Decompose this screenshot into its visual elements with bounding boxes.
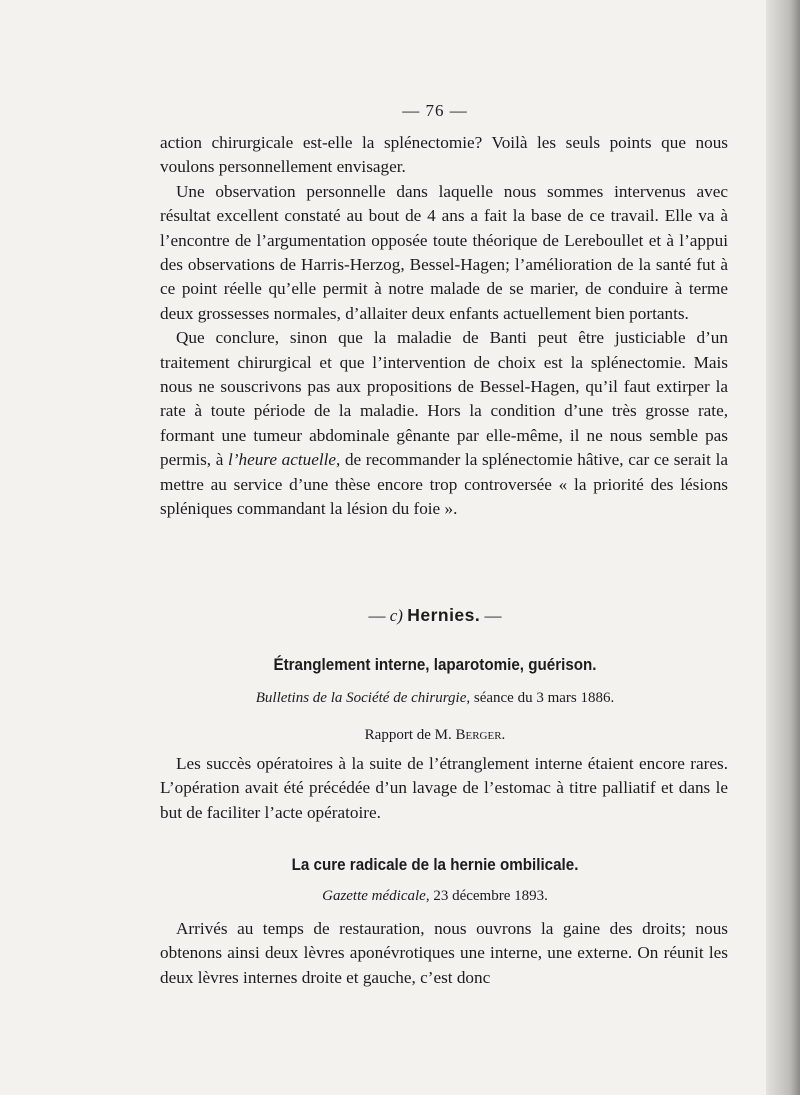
article-title: Étranglement interne, laparotomie, guérison. bbox=[273, 656, 597, 674]
article-source bbox=[0, 888, 800, 905]
source-journal: Gazette médicale bbox=[322, 888, 426, 904]
section-letter: c) bbox=[389, 606, 403, 625]
section-dash: — bbox=[480, 606, 502, 625]
article-source bbox=[0, 690, 800, 707]
section-heading bbox=[0, 605, 800, 626]
body-text-block bbox=[160, 752, 728, 825]
page-edge-shadow bbox=[766, 0, 800, 1095]
paragraph: Les succès opératoires à la suite de l’étranglement interne étaient encore rares. L’opération avait été précédée d’un lavage de l’estomac à titre palliatif et dans le but de faciliter l’acte opératoire. bbox=[160, 754, 728, 822]
body-text-block bbox=[160, 131, 728, 522]
paragraph-text: , de recommander la splénectomie hâtive, car ce serait la mettre au service d’une thèse encore trop controversée « la priorité des lésions spléniques commandant la lésion du foie ». bbox=[160, 450, 728, 519]
source-date: , séance du 3 mars 1886. bbox=[466, 690, 615, 706]
paragraph: Une observation personnelle dans laquelle nous sommes intervenus avec résultat excellent constaté au bout de 4 ans a fait la base de ce travail. Elle va à l’encontre de l’argumentation opposée toute théorique de Lereboullet et à l’appui des observations de Harris-Herzog, Bessel-Hagen; l’amélioration de la santé fut à ce point réelle qu’elle permit à notre malade de se marier, de conduire à terme deux grossesses normales, d’allaiter deux enfants actuellement bien portants. bbox=[160, 181, 728, 323]
page-number: — 76 — bbox=[402, 101, 468, 120]
italic-phrase: heure actuelle bbox=[238, 450, 337, 470]
section-title: Hernies. bbox=[407, 605, 481, 625]
paragraph: Que conclure, sinon que la maladie de Banti peut être justiciable d’un traitement chirurgical et que l’intervention de choix est la splénectomie. Mais nous ne souscrivons pas aux propositions de Bessel-Hagen, qu’il faut extirper la rate à toute période de la maladie. Hors la condition d’une très grosse rate, formant une tumeur abdominale gênante par elle-même, il ne nous semble pas permis, à l’heure actuelle, de recommander la splénectomie hâtive, car ce serait la mettre au service d’une thèse encore trop controversée « la priorité des lésions spléniques commandant la lésion du foie ». bbox=[160, 328, 728, 519]
paragraph: action chirurgicale est-elle la splénectomie? Voilà les seuls points que nous voulons personnellement envisager. bbox=[160, 133, 728, 177]
report-author: Berger. bbox=[455, 727, 506, 743]
source-date: , 23 décembre 1893. bbox=[425, 888, 548, 904]
report-prefix: Rapport de M. bbox=[364, 727, 456, 743]
paragraph-text: Que conclure, sinon que la maladie de Banti peut être justiciable d’un traitement chirurgical et que l’intervention de choix est la splénectomie. Mais nous ne souscrivons pas aux propositions de Bessel-Hagen, qu’il faut extirper la rate à toute période de la maladie. Hors la condition d’une très grosse rate, formant une tumeur abdominale gênante par elle-même, il ne nous semble pas permis, à bbox=[160, 328, 728, 470]
article-title: La cure radicale de la hernie ombilicale. bbox=[291, 856, 579, 874]
body-text-block bbox=[160, 917, 728, 990]
report-line bbox=[0, 727, 800, 744]
source-journal: Bulletins de la Société de chirurgie bbox=[255, 690, 467, 706]
paragraph: Arrivés au temps de restauration, nous ouvrons la gaine des droits; nous obtenons ainsi deux lèvres aponévrotiques une interne, une externe. On réunit les deux lèvres internes droite et gauche, c’est donc bbox=[160, 919, 728, 987]
section-dash: — bbox=[368, 606, 390, 625]
